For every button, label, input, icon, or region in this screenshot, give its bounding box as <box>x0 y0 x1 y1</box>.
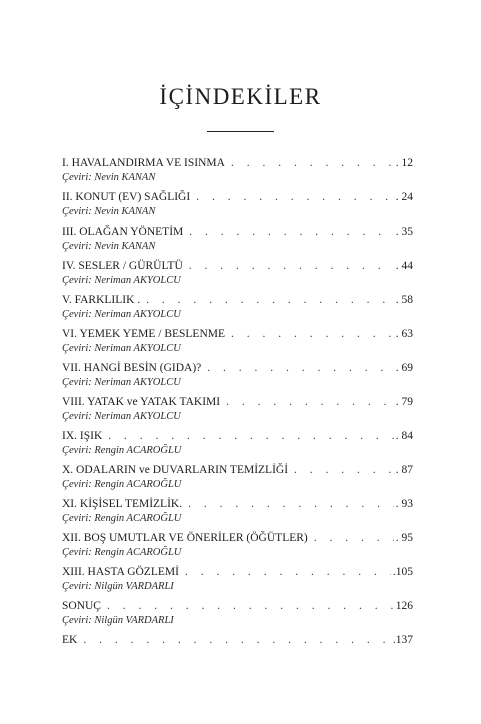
toc-entry-page: . 79 <box>395 396 413 408</box>
toc-entry-page: . 44 <box>395 260 413 272</box>
toc-entry <box>62 293 413 321</box>
toc-entry-title: VIII. YATAK ve YATAK TAKIMI <box>62 396 221 408</box>
leader-dots <box>288 463 394 478</box>
toc-entry-page: . 84 <box>395 430 413 442</box>
toc-entry-translator: Çeviri: Rengin ACAROĞLU <box>62 547 182 558</box>
leader-dots <box>183 225 393 240</box>
toc-entry-page: . 58 <box>395 294 413 306</box>
leader-dots <box>225 327 394 342</box>
leader-dots <box>201 361 394 376</box>
leader-dots <box>183 259 394 274</box>
toc-entry <box>62 463 413 491</box>
toc-entry-title: X. ODALARIN ve DUVARLARIN TEMİZLİĞİ <box>62 464 289 476</box>
toc-entry-translator: Çeviri: Neriman AKYOLCU <box>62 275 181 286</box>
leader-dots <box>308 531 394 546</box>
leader-dots <box>220 395 394 410</box>
toc-entry-title: XII. BOŞ UMUTLAR VE ÖNERİLER (ÖĞÜTLER) <box>62 532 308 544</box>
leader-dots <box>102 429 394 444</box>
toc-entry-title: III. OLAĞAN YÖNETİM <box>62 226 184 238</box>
toc-entry-title: V. FARKLILIK . <box>62 294 141 306</box>
toc-entry-translator: Çeviri: Neriman AKYOLCU <box>62 411 181 422</box>
toc-entry-page: . 93 <box>395 498 413 510</box>
leader-dots <box>77 633 391 648</box>
toc-entry-title: IV. SESLER / GÜRÜLTÜ <box>62 260 183 272</box>
toc-entry <box>62 429 413 457</box>
toc-entry <box>62 599 413 627</box>
toc-entry <box>62 361 413 389</box>
toc-entry-title: I. HAVALANDIRMA VE ISINMA <box>62 157 225 169</box>
toc-entry <box>62 156 413 184</box>
toc-entry-translator: Çeviri: Rengin ACAROĞLU <box>62 513 182 524</box>
toc-entry-page: . 87 <box>395 464 413 476</box>
toc-entry-title: EK <box>62 634 78 646</box>
leader-dots <box>140 293 394 308</box>
title-divider <box>207 131 274 132</box>
toc-entry-title: IX. IŞIK <box>62 430 103 442</box>
toc-entry <box>62 190 413 218</box>
toc-entry-translator: Çeviri: Rengin ACAROĞLU <box>62 445 182 456</box>
leader-dots <box>190 190 394 205</box>
toc-entry-title: II. KONUT (EV) SAĞLIĞI <box>62 191 191 203</box>
toc-entry <box>62 327 413 355</box>
toc-entry-translator: Çeviri: Nevin KANAN <box>62 241 156 252</box>
toc-entry <box>62 633 413 648</box>
leader-dots <box>179 565 391 580</box>
toc-entry-translator: Çeviri: Nilgün VARDARLI <box>62 615 174 626</box>
page-title: İÇİNDEKİLER <box>159 84 322 109</box>
toc-entry-page: 126 <box>395 600 413 612</box>
toc-entry-page: .105 <box>392 566 413 578</box>
toc-entry-translator: Çeviri: Nilgün VARDARLI <box>62 581 174 592</box>
toc-entry <box>62 497 413 525</box>
toc-entry <box>62 225 413 253</box>
toc-entry-translator: Çeviri: Neriman AKYOLCU <box>62 309 181 320</box>
toc-entry-title: VII. HANGİ BESİN (GIDA)? <box>62 362 202 374</box>
toc-entry-translator: Çeviri: Rengin ACAROĞLU <box>62 479 182 490</box>
leader-dots <box>101 599 394 614</box>
toc-entry-page: . 35 <box>395 226 413 238</box>
toc-entry-translator: Çeviri: Nevin KANAN <box>62 172 156 183</box>
toc-entry-page: . 69 <box>395 362 413 374</box>
toc-entry-title: XI. KİŞİSEL TEMİZLİK. <box>62 498 183 510</box>
toc-entry-page: . 95 <box>395 532 413 544</box>
toc-entry <box>62 531 413 559</box>
leader-dots <box>182 497 394 512</box>
toc-entry-translator: Çeviri: Neriman AKYOLCU <box>62 377 181 388</box>
toc-entry-title: XIII. HASTA GÖZLEMİ <box>62 566 179 578</box>
toc-entry-title: SONUÇ <box>62 600 101 612</box>
toc-entry-page: . 24 <box>395 191 413 203</box>
leader-dots <box>225 156 394 171</box>
toc-entry-translator: Çeviri: Nevin KANAN <box>62 206 156 217</box>
toc-entry <box>62 395 413 423</box>
toc-entry-page: . 12 <box>395 157 413 169</box>
toc-entry <box>62 565 413 593</box>
toc-entry-page: . 63 <box>395 328 413 340</box>
toc-entry-title: VI. YEMEK YEME / BESLENME <box>62 328 226 340</box>
toc-entry-translator: Çeviri: Neriman AKYOLCU <box>62 343 181 354</box>
toc-entry-page: .137 <box>392 634 413 646</box>
toc-entry <box>62 259 413 287</box>
